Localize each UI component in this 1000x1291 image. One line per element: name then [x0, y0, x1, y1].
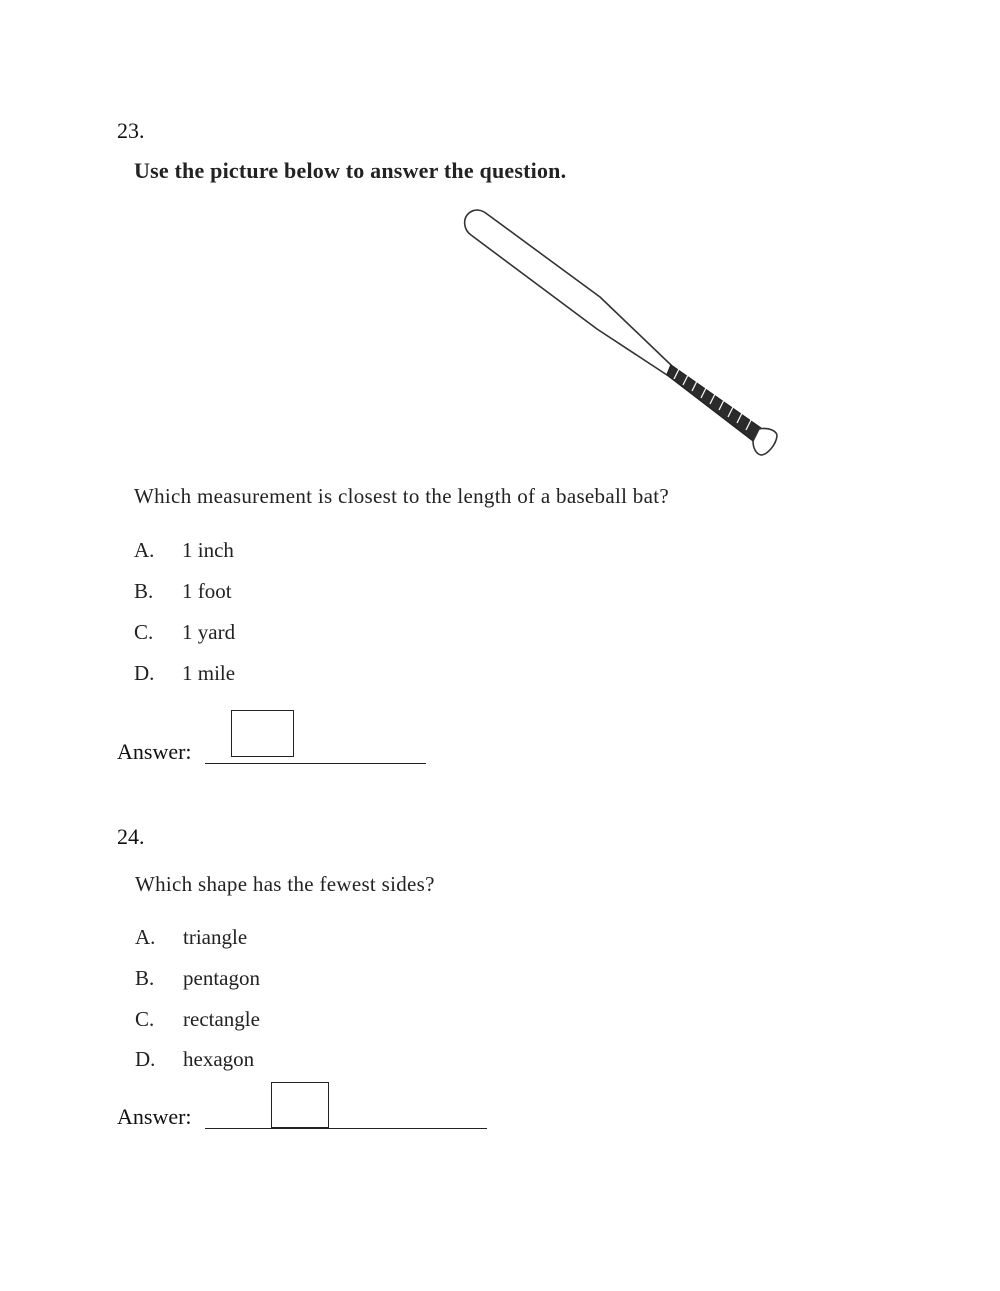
question-23-answer-line — [205, 763, 426, 764]
question-24-text: Which shape has the fewest sides? — [135, 872, 435, 896]
choice-letter: B. — [135, 966, 155, 990]
choice-letter: C. — [135, 1007, 155, 1031]
q24-choice-c[interactable] — [135, 1005, 435, 1033]
q23-choice-b[interactable] — [134, 577, 434, 605]
q23-choice-a[interactable] — [134, 536, 434, 564]
question-24-number: 24. — [117, 824, 145, 849]
choice-text: 1 yard — [182, 620, 236, 644]
question-23-answer-box[interactable] — [231, 710, 294, 757]
q23-choice-d[interactable] — [134, 659, 434, 687]
question-23-instruction: Use the picture below to answer the question. — [134, 158, 567, 183]
q24-choice-a[interactable] — [135, 923, 435, 951]
baseball-bat-icon — [455, 205, 785, 465]
choice-text: rectangle — [183, 1007, 260, 1031]
choice-text: 1 inch — [182, 538, 234, 562]
choice-text: hexagon — [183, 1047, 255, 1071]
question-23-number: 23. — [117, 118, 145, 143]
choice-text: 1 mile — [182, 661, 236, 685]
choice-text: 1 foot — [182, 579, 232, 603]
q24-choice-b[interactable] — [135, 964, 435, 992]
choice-letter: A. — [135, 925, 156, 949]
choice-letter: A. — [134, 538, 155, 562]
question-24-answer-label: Answer: — [117, 1104, 192, 1129]
q23-choice-c[interactable] — [134, 618, 434, 646]
question-24-answer-line — [205, 1128, 487, 1129]
question-23-text: Which measurement is closest to the length of a baseball bat? — [134, 484, 669, 508]
question-24-answer-box[interactable] — [271, 1082, 329, 1128]
choice-letter: C. — [134, 620, 154, 644]
question-23-answer-label: Answer: — [117, 739, 192, 764]
choice-text: triangle — [183, 925, 248, 949]
choice-text: pentagon — [183, 966, 260, 990]
q24-choice-d[interactable] — [135, 1045, 435, 1073]
choice-letter: D. — [134, 661, 155, 685]
choice-letter: B. — [134, 579, 154, 603]
choice-letter: D. — [135, 1047, 156, 1071]
